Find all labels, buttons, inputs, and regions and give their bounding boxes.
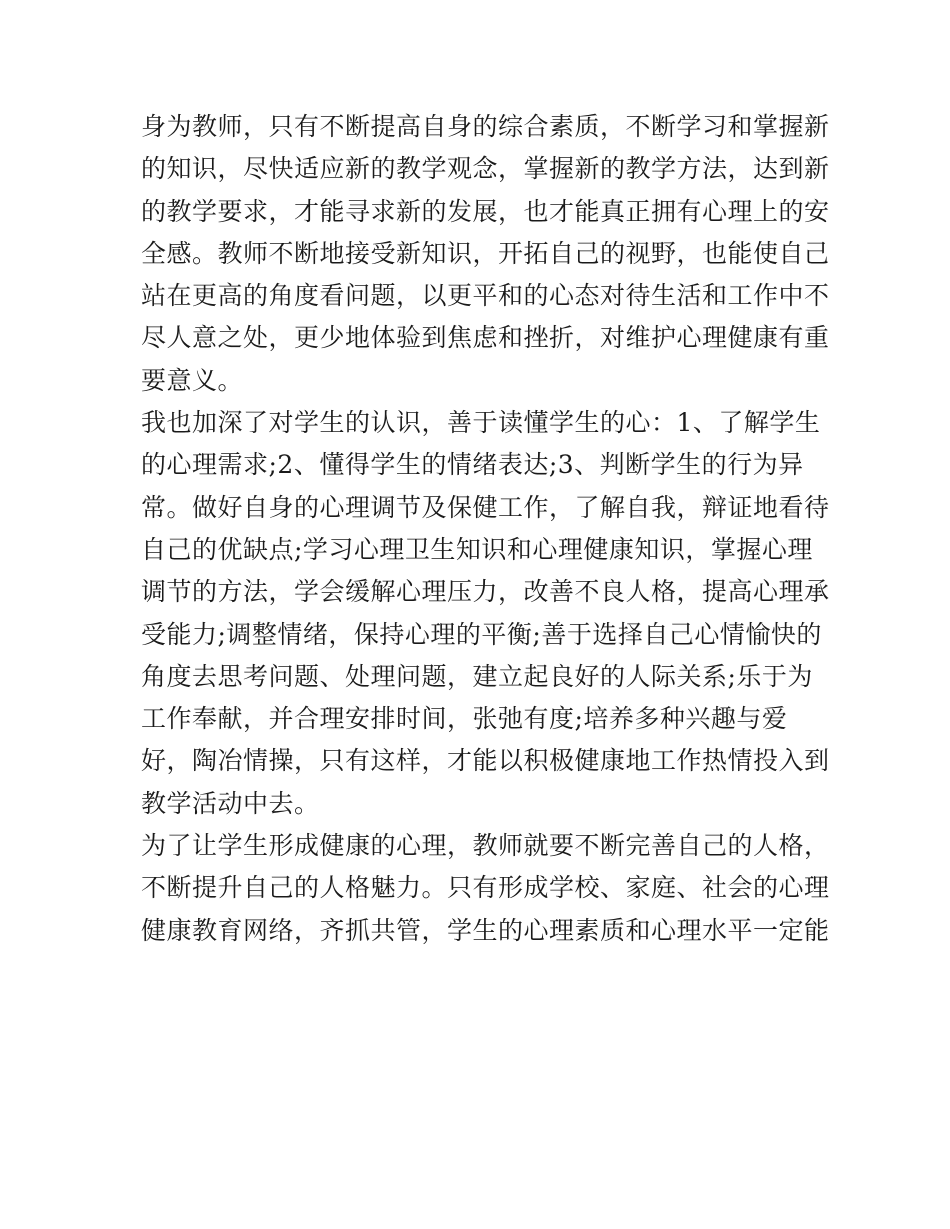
text-line: 调节的方法，学会缓解心理压力，改善不良人格，提高心理承 [141,577,830,607]
text-line: 我也加深了对学生的认识，善于读懂学生的心：1、了解学生 [141,408,821,438]
text-line: 好，陶冶情操，只有这样，才能以积极健康地工作热情投入到 [141,746,830,776]
text-line: 全感。教师不断地接受新知识，开拓自己的视野，也能使自己 [141,238,830,268]
body-text [141,106,830,952]
text-line: 自己的优缺点;学习心理卫生知识和心理健康知识，掌握心理 [141,534,813,564]
text-line: 的知识，尽快适应新的教学观念，掌握新的教学方法，达到新 [141,154,830,184]
text-line: 受能力;调整情绪，保持心理的平衡;善于选择自己心情愉快的 [141,619,822,649]
text-line: 为了让学生形成健康的心理，教师就要不断完善自己的人格， [141,831,830,861]
text-line: 角度去思考问题、处理问题，建立起良好的人际关系;乐于为 [141,661,813,691]
text-line: 健康教育网络，齐抓共管，学生的心理素质和心理水平一定能 [141,915,830,945]
text-line: 要意义。 [141,365,244,395]
text-line: 常。做好自身的心理调节及保健工作，了解自我，辩证地看待 [141,492,830,522]
text-line: 工作奉献，并合理安排时间，张弛有度;培养多种兴趣与爱 [141,704,788,734]
text-line: 身为教师，只有不断提高自身的综合素质，不断学习和掌握新 [141,112,830,141]
text-line: 教学活动中去。 [141,788,320,818]
text-line: 尽人意之处，更少地体验到焦虑和挫折，对维护心理健康有重 [141,323,830,353]
text-line: 的教学要求，才能寻求新的发展，也才能真正拥有心理上的安 [141,196,830,226]
text-line: 不断提升自己的人格魅力。只有形成学校、家庭、社会的心理 [141,873,830,903]
text-line: 站在更高的角度看问题，以更平和的心态对待生活和工作中不 [141,281,830,311]
text-line: 的心理需求;2、懂得学生的情绪表达;3、判断学生的行为异 [141,450,804,480]
